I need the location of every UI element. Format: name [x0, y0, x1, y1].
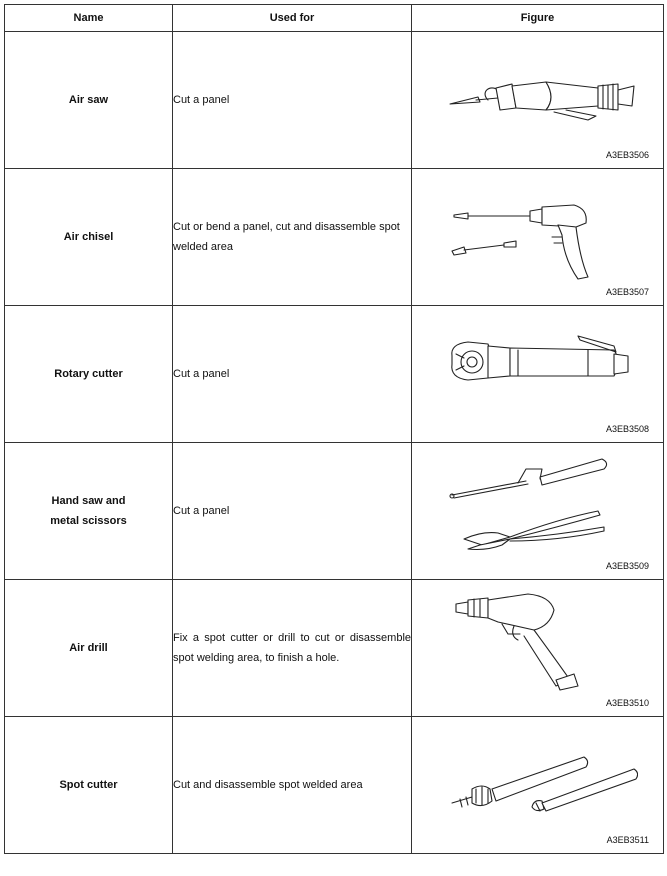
header-figure: Figure — [412, 5, 664, 32]
table-row — [5, 717, 664, 854]
tool-name — [5, 443, 173, 580]
table-row — [5, 580, 664, 717]
figure-code: A3EB3508 — [605, 424, 649, 434]
tool-figure — [412, 32, 664, 169]
tool-used-for: Cut or bend a panel, cut and disassemble spot welded area — [173, 169, 412, 306]
figure-code: A3EB3510 — [605, 698, 649, 708]
figure-code: A3EB3509 — [605, 561, 649, 571]
spot-cutter-icon — [438, 727, 638, 835]
tool-name-line: Hand saw and — [51, 495, 126, 507]
air-saw-icon — [438, 42, 638, 150]
tool-name-line: metal scissors — [50, 515, 127, 527]
figure-code: A3EB3507 — [605, 287, 649, 297]
figure-code: A3EB3506 — [605, 150, 649, 160]
tool-used-for: Cut a panel — [173, 32, 412, 169]
figure-code: A3EB3511 — [606, 835, 649, 845]
tool-figure — [412, 169, 664, 306]
tool-name — [5, 580, 173, 717]
tool-name — [5, 306, 173, 443]
tool-name — [5, 169, 173, 306]
tool-name-line: Spot cutter — [59, 779, 118, 791]
tool-name — [5, 717, 173, 854]
air-drill-icon — [438, 590, 638, 698]
tool-name-line: Air drill — [69, 642, 108, 654]
tool-name-line: Air saw — [68, 94, 109, 106]
header-row — [5, 5, 664, 32]
hand-saw-scissors-icon — [438, 453, 638, 561]
rotary-cutter-icon — [438, 316, 638, 424]
tool-used-for: Cut a panel — [173, 306, 412, 443]
tool-figure — [412, 306, 664, 443]
table-row — [5, 306, 664, 443]
tool-figure — [412, 717, 664, 854]
header-name: Name — [5, 5, 173, 32]
tool-name — [5, 32, 173, 169]
table-row — [5, 443, 664, 580]
tool-figure — [412, 443, 664, 580]
tool-used-for: Fix a spot cutter or drill to cut or disassemble spot welding area, to finish a hole. — [173, 580, 412, 717]
tools-table — [4, 4, 664, 854]
tool-figure — [412, 580, 664, 717]
tool-name-line: Rotary cutter — [54, 368, 123, 380]
header-used-for: Used for — [173, 5, 412, 32]
table-row — [5, 32, 664, 169]
tool-used-for: Cut a panel — [173, 443, 412, 580]
air-chisel-icon — [438, 179, 638, 287]
tool-name-line: Air chisel — [63, 231, 114, 243]
table-row — [5, 169, 664, 306]
tool-used-for: Cut and disassemble spot welded area — [173, 717, 412, 854]
